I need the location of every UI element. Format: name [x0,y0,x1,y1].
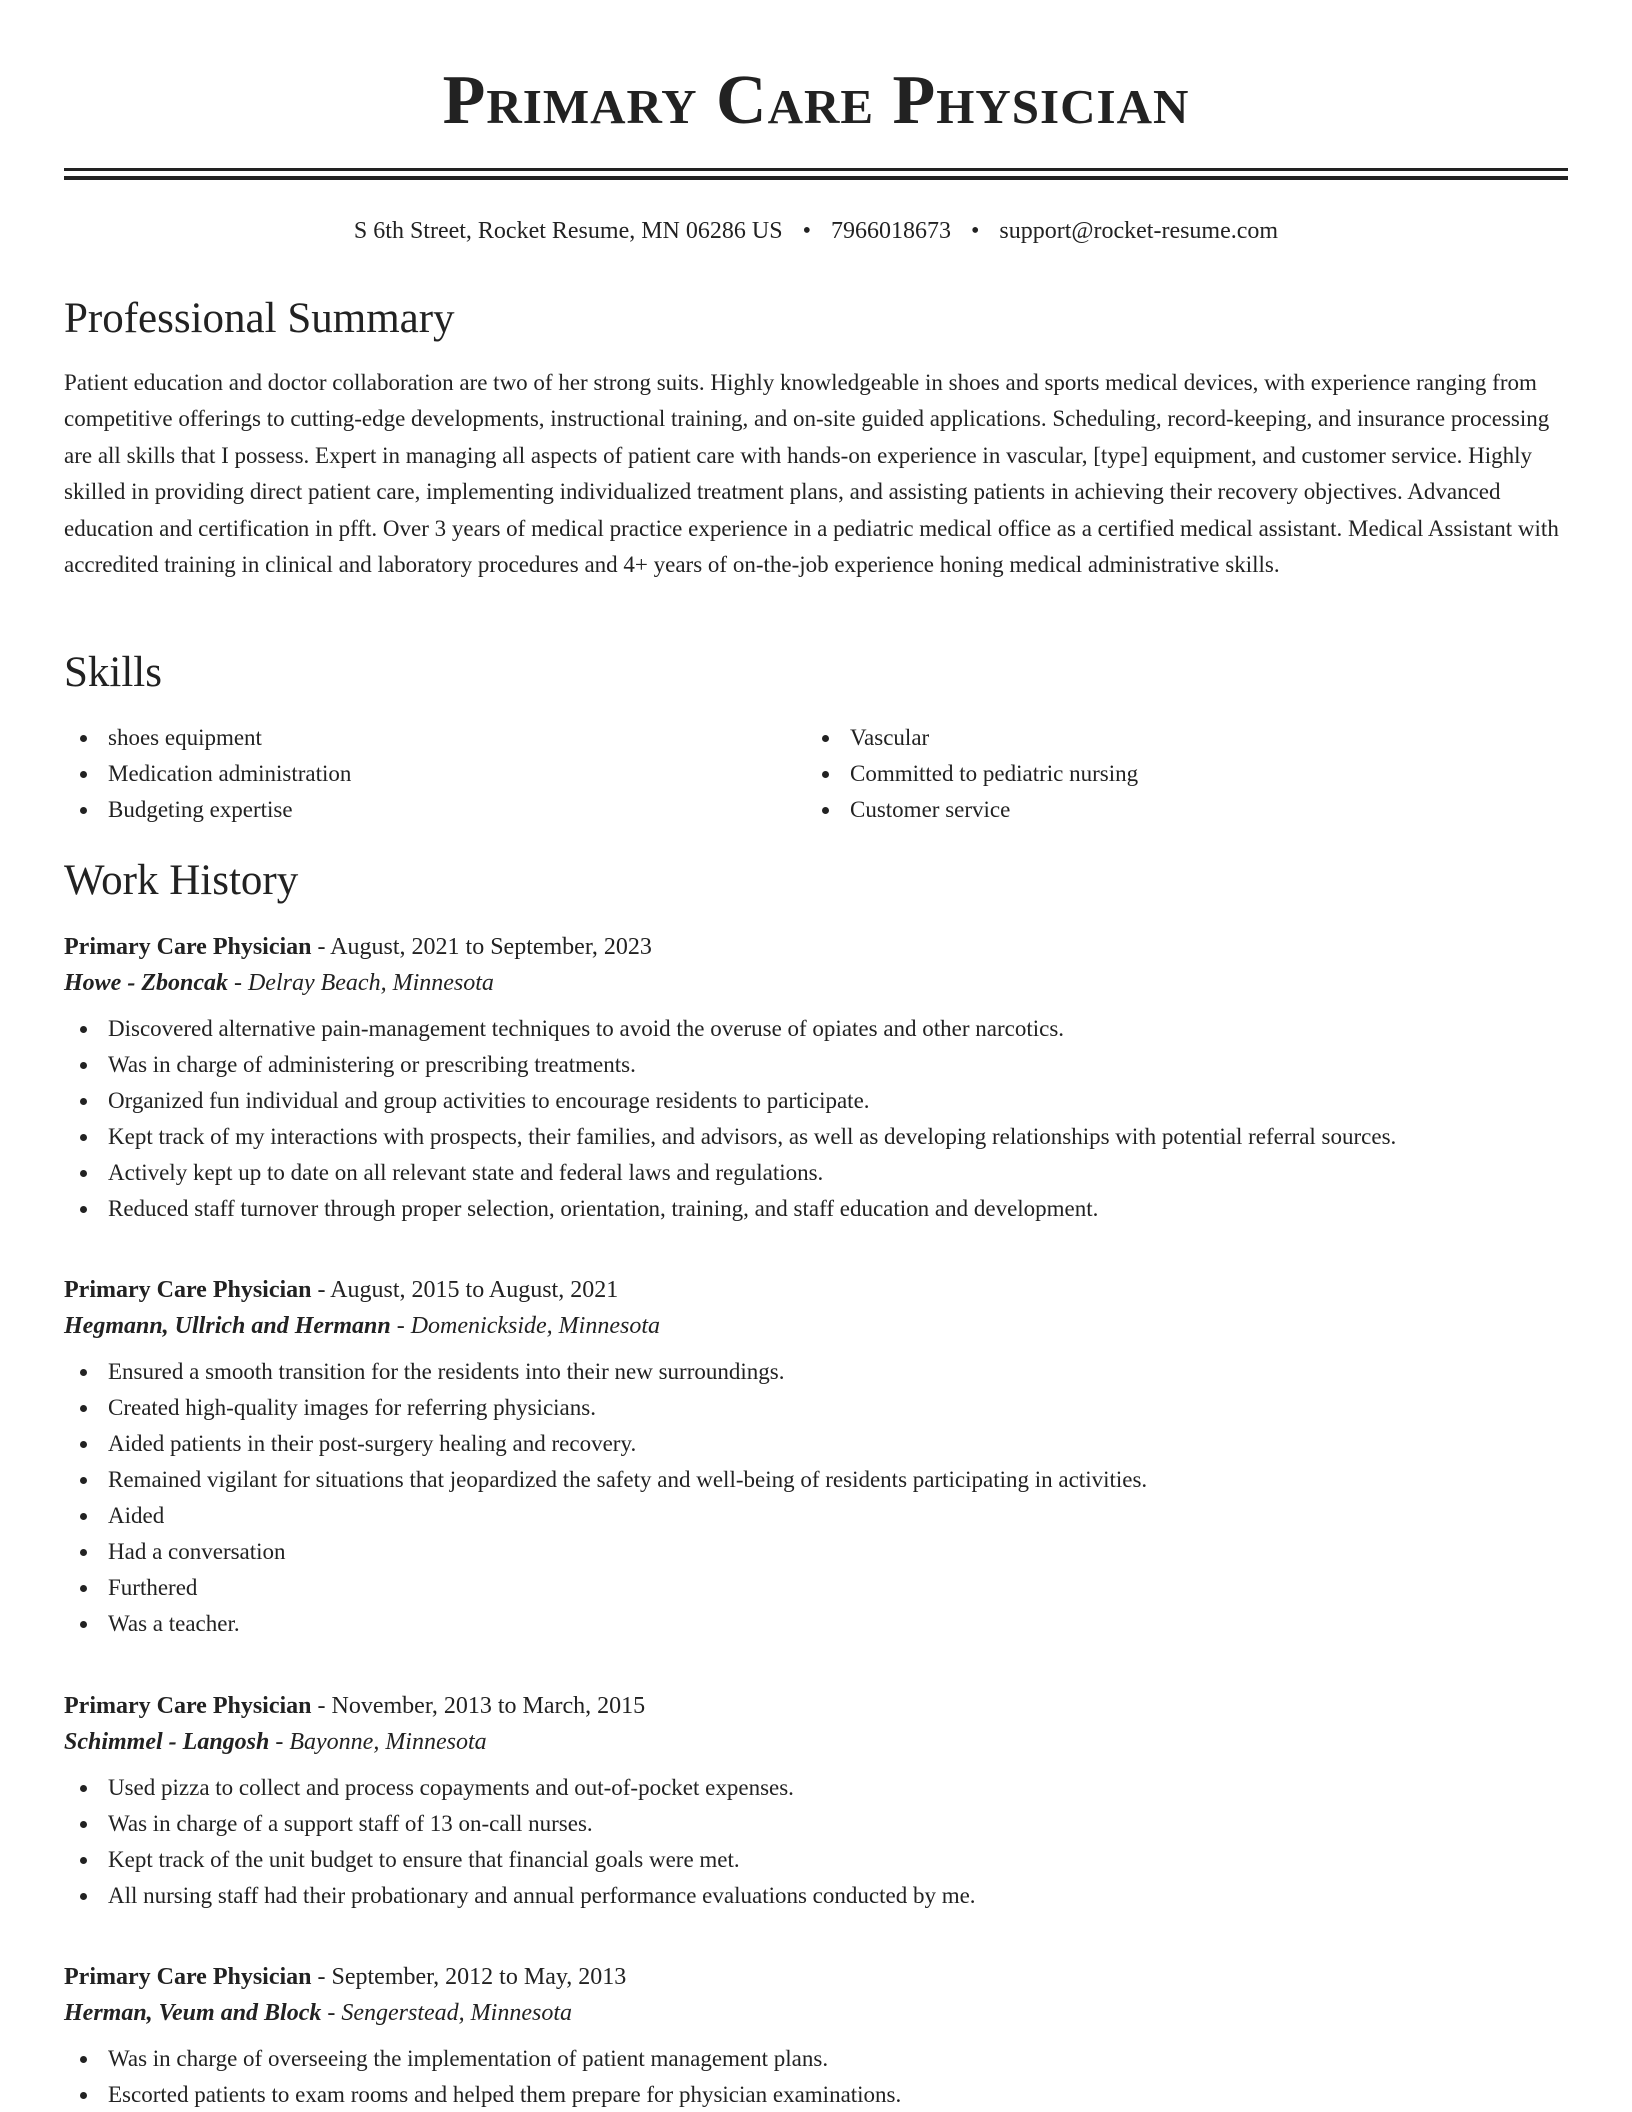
job-bullet: Kept track of the unit budget to ensure that financial goals were met. [64,1842,1568,1878]
job-bullet: Aided patients in their post-surgery healing and recovery. [64,1426,1568,1462]
job-bullet: Aided [64,1498,1568,1534]
job-location: - Sengerstead, Minnesota [321,2000,572,2026]
job-dates: - November, 2013 to March, 2015 [311,1693,646,1719]
skill-item: Vascular [806,720,1546,756]
summary-heading: Professional Summary [64,295,455,342]
job-dates: - August, 2015 to August, 2021 [311,1277,619,1303]
job-bullet: Created high-quality images for referring physicians. [64,1390,1568,1426]
job-entry [64,1272,1568,1642]
job-title-line [64,1688,1568,1724]
job-location: - Bayonne, Minnesota [269,1729,487,1755]
job-entry [64,1688,1568,1914]
job-bullet: Used pizza to collect and process copayments and out-of-pocket expenses. [64,1770,1568,1806]
contact-line [64,214,1568,248]
job-company: Howe - Zboncak [64,970,228,996]
job-bullet: Remained vigilant for situations that jeopardized the safety and well-being of residents participating in activities. [64,1462,1568,1498]
job-bullet: Actively kept up to date on all relevant state and federal laws and regulations. [64,1155,1568,1191]
job-role: Primary Care Physician [64,1964,312,1990]
job-entry [64,929,1568,1227]
job-location: - Delray Beach, Minnesota [227,970,494,996]
skill-item: Committed to pediatric nursing [806,756,1546,792]
work-heading: Work History [64,857,299,904]
job-bullets [64,1354,1568,1642]
job-company-line [64,1995,1568,2033]
job-company: Herman, Veum and Block [64,2000,322,2026]
skill-item: Budgeting expertise [64,792,804,828]
skill-item: Customer service [806,792,1546,828]
job-company-line [64,1308,1568,1346]
job-title-line [64,1959,1568,1995]
job-bullet: Organized fun individual and group activities to encourage residents to participate. [64,1083,1568,1119]
job-bullet: Was in charge of overseeing the implementation of patient management plans. [64,2041,1568,2077]
job-dates: - August, 2021 to September, 2023 [311,934,652,960]
job-dates: - September, 2012 to May, 2013 [311,1964,627,1990]
job-bullets [64,2041,1568,2112]
job-company: Hegmann, Ullrich and Hermann [64,1313,391,1339]
contact-phone: 7966018673 [830,218,951,244]
skills-list-right [806,720,1546,828]
job-bullet: Had a conversation [64,1534,1568,1570]
job-role: Primary Care Physician [64,1693,312,1719]
job-bullet: Kept track of my interactions with prospects, their families, and advisors, as well as developing relationships with potential referral sources. [64,1119,1568,1155]
contact-email: support@rocket-resume.com [999,218,1279,244]
job-bullet: Was in charge of a support staff of 13 on-call nurses. [64,1806,1568,1842]
job-company-line [64,965,1568,1003]
job-bullet: All nursing staff had their probationary and annual performance evaluations conducted by me. [64,1878,1568,1914]
skill-item: shoes equipment [64,720,804,756]
job-bullets [64,1770,1568,1914]
header-rule-bottom [64,176,1568,180]
job-bullet: Discovered alternative pain-management techniques to avoid the overuse of opiates and other narcotics. [64,1011,1568,1047]
job-bullet: Escorted patients to exam rooms and helped them prepare for physician examinations. [64,2077,1568,2112]
resume-name: Primary Care Physician [442,62,1190,139]
job-title-line [64,929,1568,965]
skills-heading: Skills [64,649,162,696]
job-company-line [64,1724,1568,1762]
job-bullet: Ensured a smooth transition for the residents into their new surroundings. [64,1354,1568,1390]
job-role: Primary Care Physician [64,1277,312,1303]
job-company: Schimmel - Langosh [64,1729,270,1755]
skills-list-left [64,720,804,828]
job-entry [64,1959,1568,2112]
job-bullet: Was in charge of administering or prescribing treatments. [64,1047,1568,1083]
contact-address: S 6th Street, Rocket Resume, MN 06286 US [353,218,783,244]
contact-separator: • [802,218,811,244]
job-title-line [64,1272,1568,1308]
summary-text: Patient education and doctor collaboration are two of her strong suits. Highly knowledgeable in shoes and sports medical devices, with experience ranging from competitive offerings to cutting-edge developments, instructional training, and on-site guided applications. Scheduling, record-keeping, and insurance processing are all skills that I possess. Expert in managing all aspects of patient care with hands-on experience in vascular, [type] equipment, and customer service. Highly skilled in providing direct patient care, implementing individualized treatment plans, and assisting patients in achieving their recovery objectives. Advanced education and certification in pfft. Over 3 years of medical practice experience in a pediatric medical office as a certified medical assistant. Medical Assistant with accredited training in clinical and laboratory procedures and 4+ years of on-the-job experience honing medical administrative skills. [64,370,1559,578]
contact-separator: • [970,218,980,244]
header-rule-top [64,168,1568,171]
skill-item: Medication administration [64,756,804,792]
job-location: - Domenickside, Minnesota [390,1313,660,1339]
job-role: Primary Care Physician [64,934,312,960]
job-bullet: Furthered [64,1570,1568,1606]
job-bullet: Was a teacher. [64,1606,1568,1642]
job-bullet: Reduced staff turnover through proper selection, orientation, training, and staff education and development. [64,1191,1568,1227]
job-bullets [64,1011,1568,1227]
